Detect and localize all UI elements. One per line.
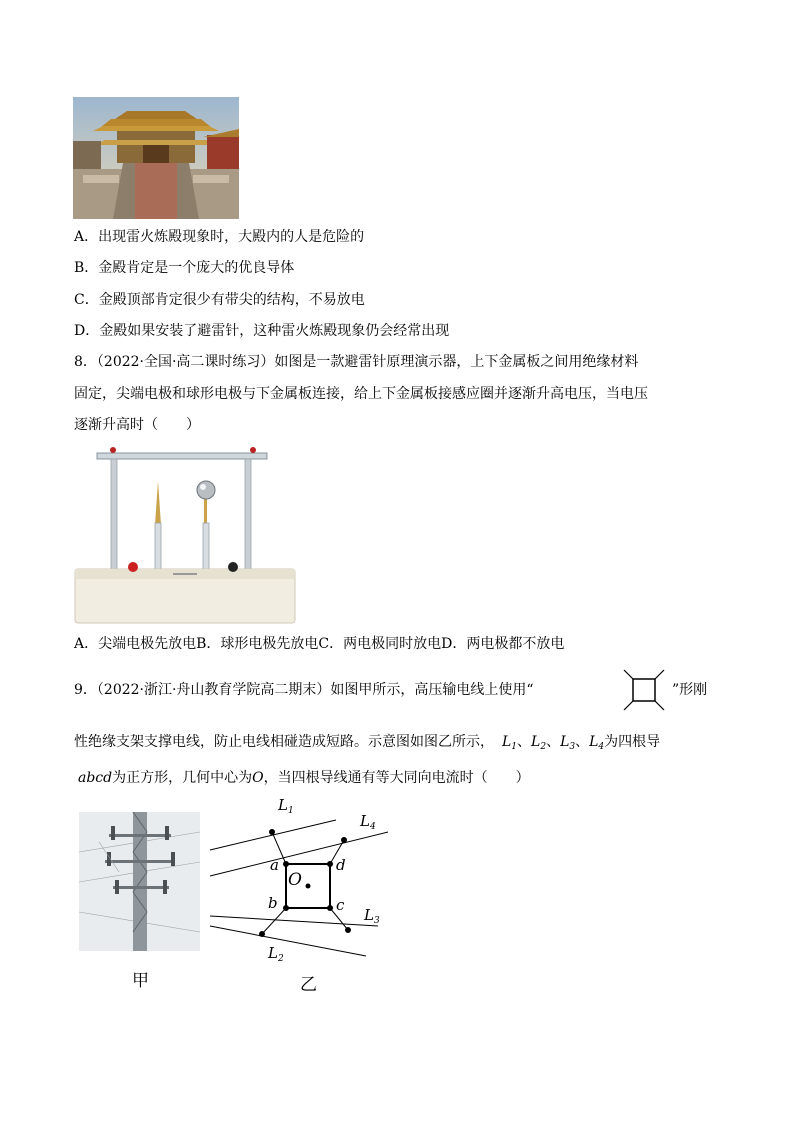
lightning-rod-demonstrator-photo xyxy=(73,443,297,625)
q9-stem-line2 xyxy=(74,732,660,757)
q9-line2-text: 性绝缘支架支撑电线，防止电线相碰造成短路。示意图如图乙所示， xyxy=(74,734,494,750)
q9-line3-text: 为正方形，几何中心为 xyxy=(112,770,253,786)
separator: 、 xyxy=(517,734,532,750)
q8-stem-line3: 逐渐升高时（ ） xyxy=(74,417,200,433)
label-l2: $L_2$ xyxy=(268,944,284,964)
label-l4: $L_4$ xyxy=(360,812,376,832)
wire-l1: $L_1$ xyxy=(502,734,518,752)
q7-option-b: B．金殿肯定是一个庞大的优良导体 xyxy=(74,260,295,276)
label-o: O xyxy=(288,870,302,890)
q9-stem-line3 xyxy=(74,768,530,788)
separator: 、 xyxy=(575,734,590,750)
label-d: d xyxy=(336,856,346,874)
q9-line2-end: 为四根导 xyxy=(604,734,661,750)
label-l1: $L_1$ xyxy=(278,796,294,816)
label-a: a xyxy=(270,856,279,874)
separator: 、 xyxy=(546,734,561,750)
figure-yi-caption: 乙 xyxy=(300,975,317,995)
q9-line3-end: ，当四根导线通有等大同向电流时（ ） xyxy=(263,770,530,786)
q9-stem-line1 xyxy=(74,680,534,700)
q7-option-a: A．出现雷火炼殿现象时，大殿内的人是危险的 xyxy=(74,229,365,245)
label-c: c xyxy=(336,896,345,914)
q7-option-c: C．金殿顶部肯定很少有带尖的结构，不易放电 xyxy=(74,292,365,308)
wire-l4: $L_4$ xyxy=(589,734,605,752)
q8-options: A．尖端电极先放电B．球形电极先放电C．两电极同时放电D．两电极都不放电 xyxy=(74,636,565,652)
transmission-tower-photo xyxy=(79,812,200,951)
square-bracket-icon xyxy=(622,668,666,712)
wire-schematic-diagram xyxy=(206,798,396,968)
wire-l2: $L_2$ xyxy=(531,734,547,752)
square-abcd: abcd xyxy=(78,770,113,786)
q8-stem-line1: 8．（2022·全国·高二课时练习）如图是一款避雷针原理演示器，上下金属板之间用绝缘材料 xyxy=(74,354,639,370)
center-o: O xyxy=(252,770,264,786)
q9-stem-part1: 9．（2022·浙江·舟山教育学院高二期末）如图甲所示，高压输电线上使用“ xyxy=(74,682,534,698)
label-l3: $L_3$ xyxy=(364,906,380,926)
label-b: b xyxy=(268,894,278,912)
q8-stem-line2: 固定，尖端电极和球形电极与下金属板连接，给上下金属板接感应圈并逐渐升高电压，当电压 xyxy=(74,386,648,402)
golden-temple-photo xyxy=(73,97,239,219)
q7-option-d: D．金殿如果安装了避雷针，这种雷火炼殿现象仍会经常出现 xyxy=(74,323,450,339)
q9-stem-part2: ”形刚 xyxy=(672,682,708,698)
figure-jia-caption: 甲 xyxy=(132,971,149,991)
wire-l3: $L_3$ xyxy=(560,734,576,752)
